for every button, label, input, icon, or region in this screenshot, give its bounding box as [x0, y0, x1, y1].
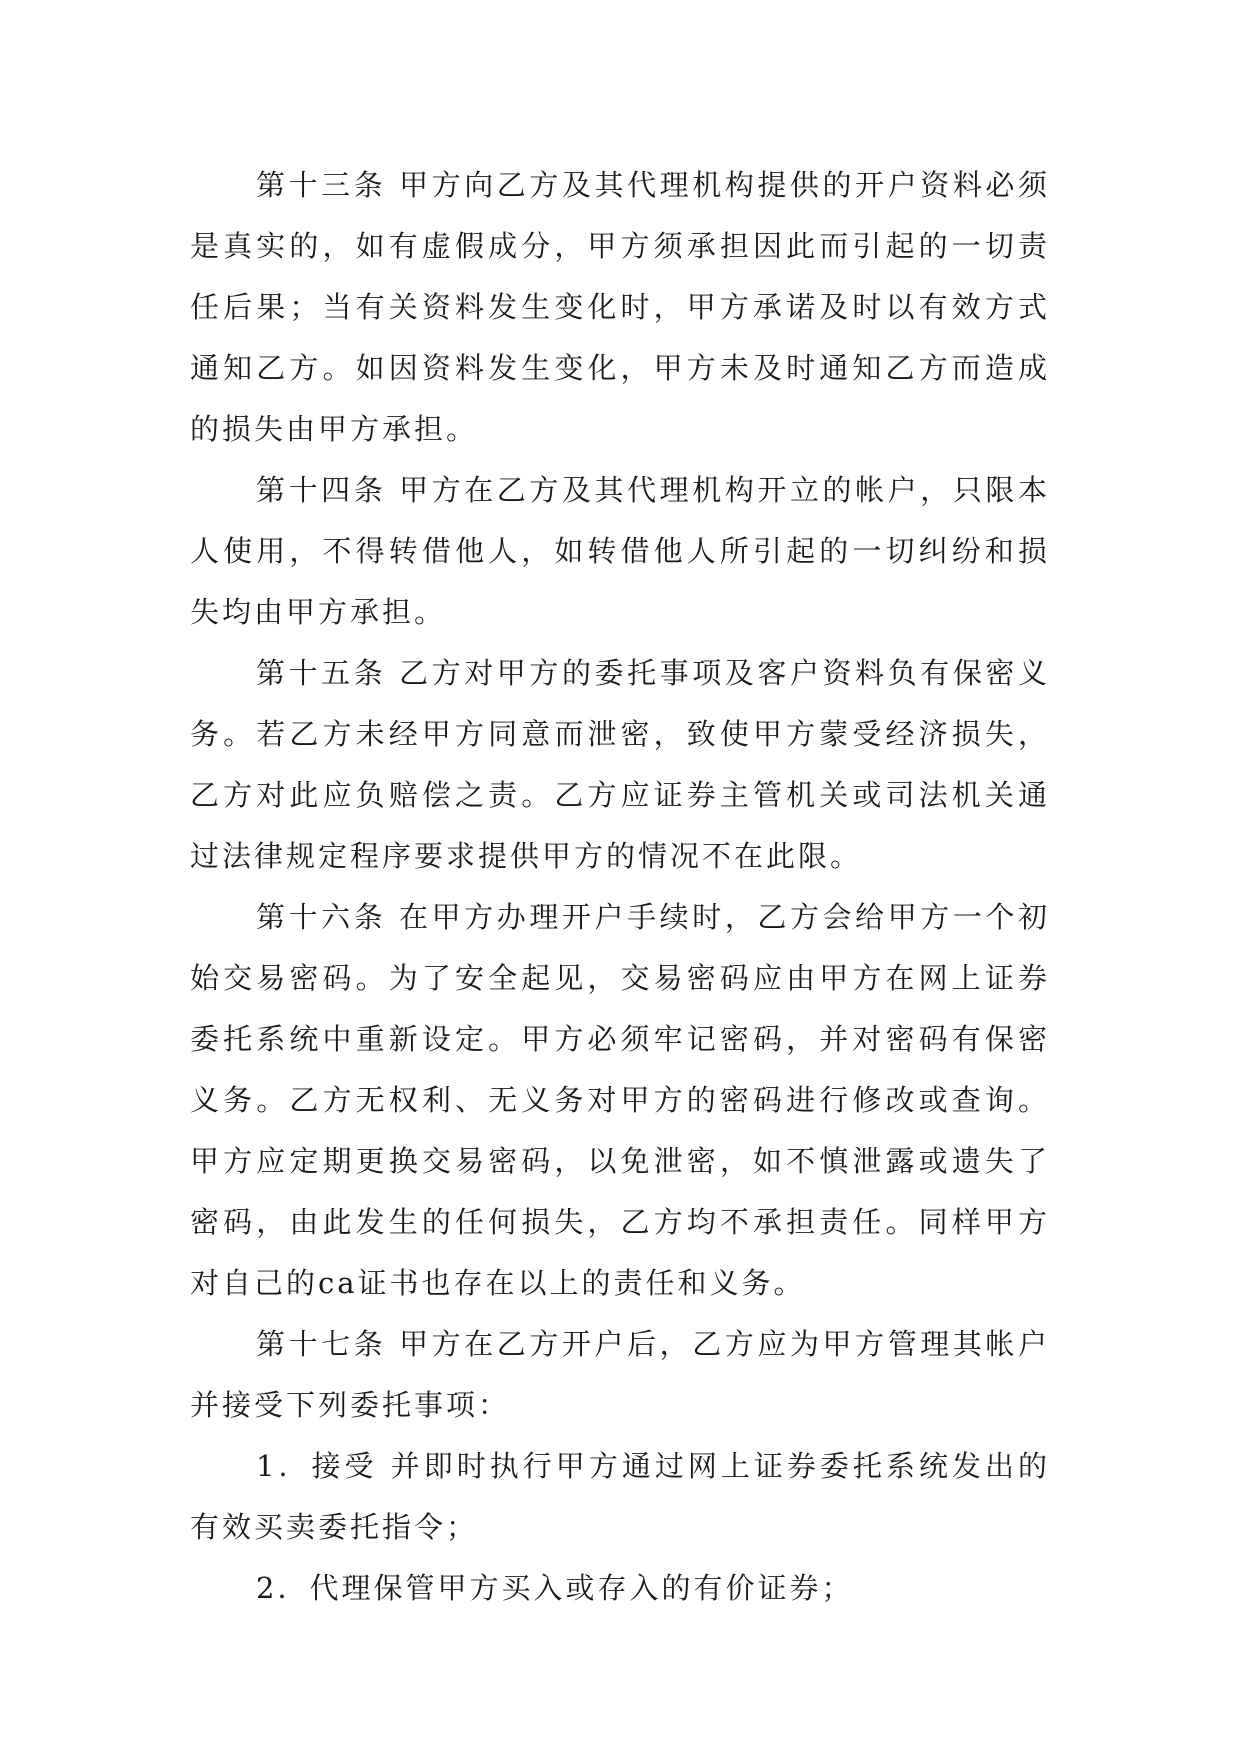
article-16-paragraph: 第十六条 在甲方办理开户手续时，乙方会给甲方一个初始交易密码。为了安全起见，交易密码应由甲方在网上证券委托系统中重新设定。甲方必须牢记密码，并对密码有保密义务。乙方无权利、无义务对甲方的密码进行修改或查询。甲方应定期更换交易密码，以免泄密，如不慎泄露或遗失了密码，由此发生的任何损失，乙方均不承担责任。同样甲方对自己的ca证书也存在以上的责任和义务。 [190, 900, 1050, 1300]
article-17-paragraph: 第十七条 甲方在乙方开户后，乙方应为甲方管理其帐户并接受下列委托事项： [190, 1327, 1050, 1422]
article-15-paragraph: 第十五条 乙方对甲方的委托事项及客户资料负有保密义务。若乙方未经甲方同意而泄密，致使甲方蒙受经济损失，乙方对此应负赔偿之责。乙方应证券主管机关或司法机关通过法律规定程序要求提供甲方的情况不在此限。 [190, 656, 1050, 873]
list-item-1: 1．接受 并即时执行甲方通过网上证券委托系统发出的有效买卖委托指令； [190, 1449, 1050, 1544]
list-item-2: 2．代理保管甲方买入或存入的有价证券； [256, 1571, 854, 1605]
document-body [190, 155, 1050, 1619]
article-13-paragraph: 第十三条 甲方向乙方及其代理机构提供的开户资料必须是真实的，如有虚假成分，甲方须承担因此而引起的一切责任后果；当有关资料发生变化时，甲方承诺及时以有效方式通知乙方。如因资料发生变化，甲方未及时通知乙方而造成的损失由甲方承担。 [190, 168, 1050, 446]
article-14-paragraph: 第十四条 甲方在乙方及其代理机构开立的帐户，只限本人使用，不得转借他人，如转借他人所引起的一切纠纷和损失均由甲方承担。 [190, 473, 1050, 629]
